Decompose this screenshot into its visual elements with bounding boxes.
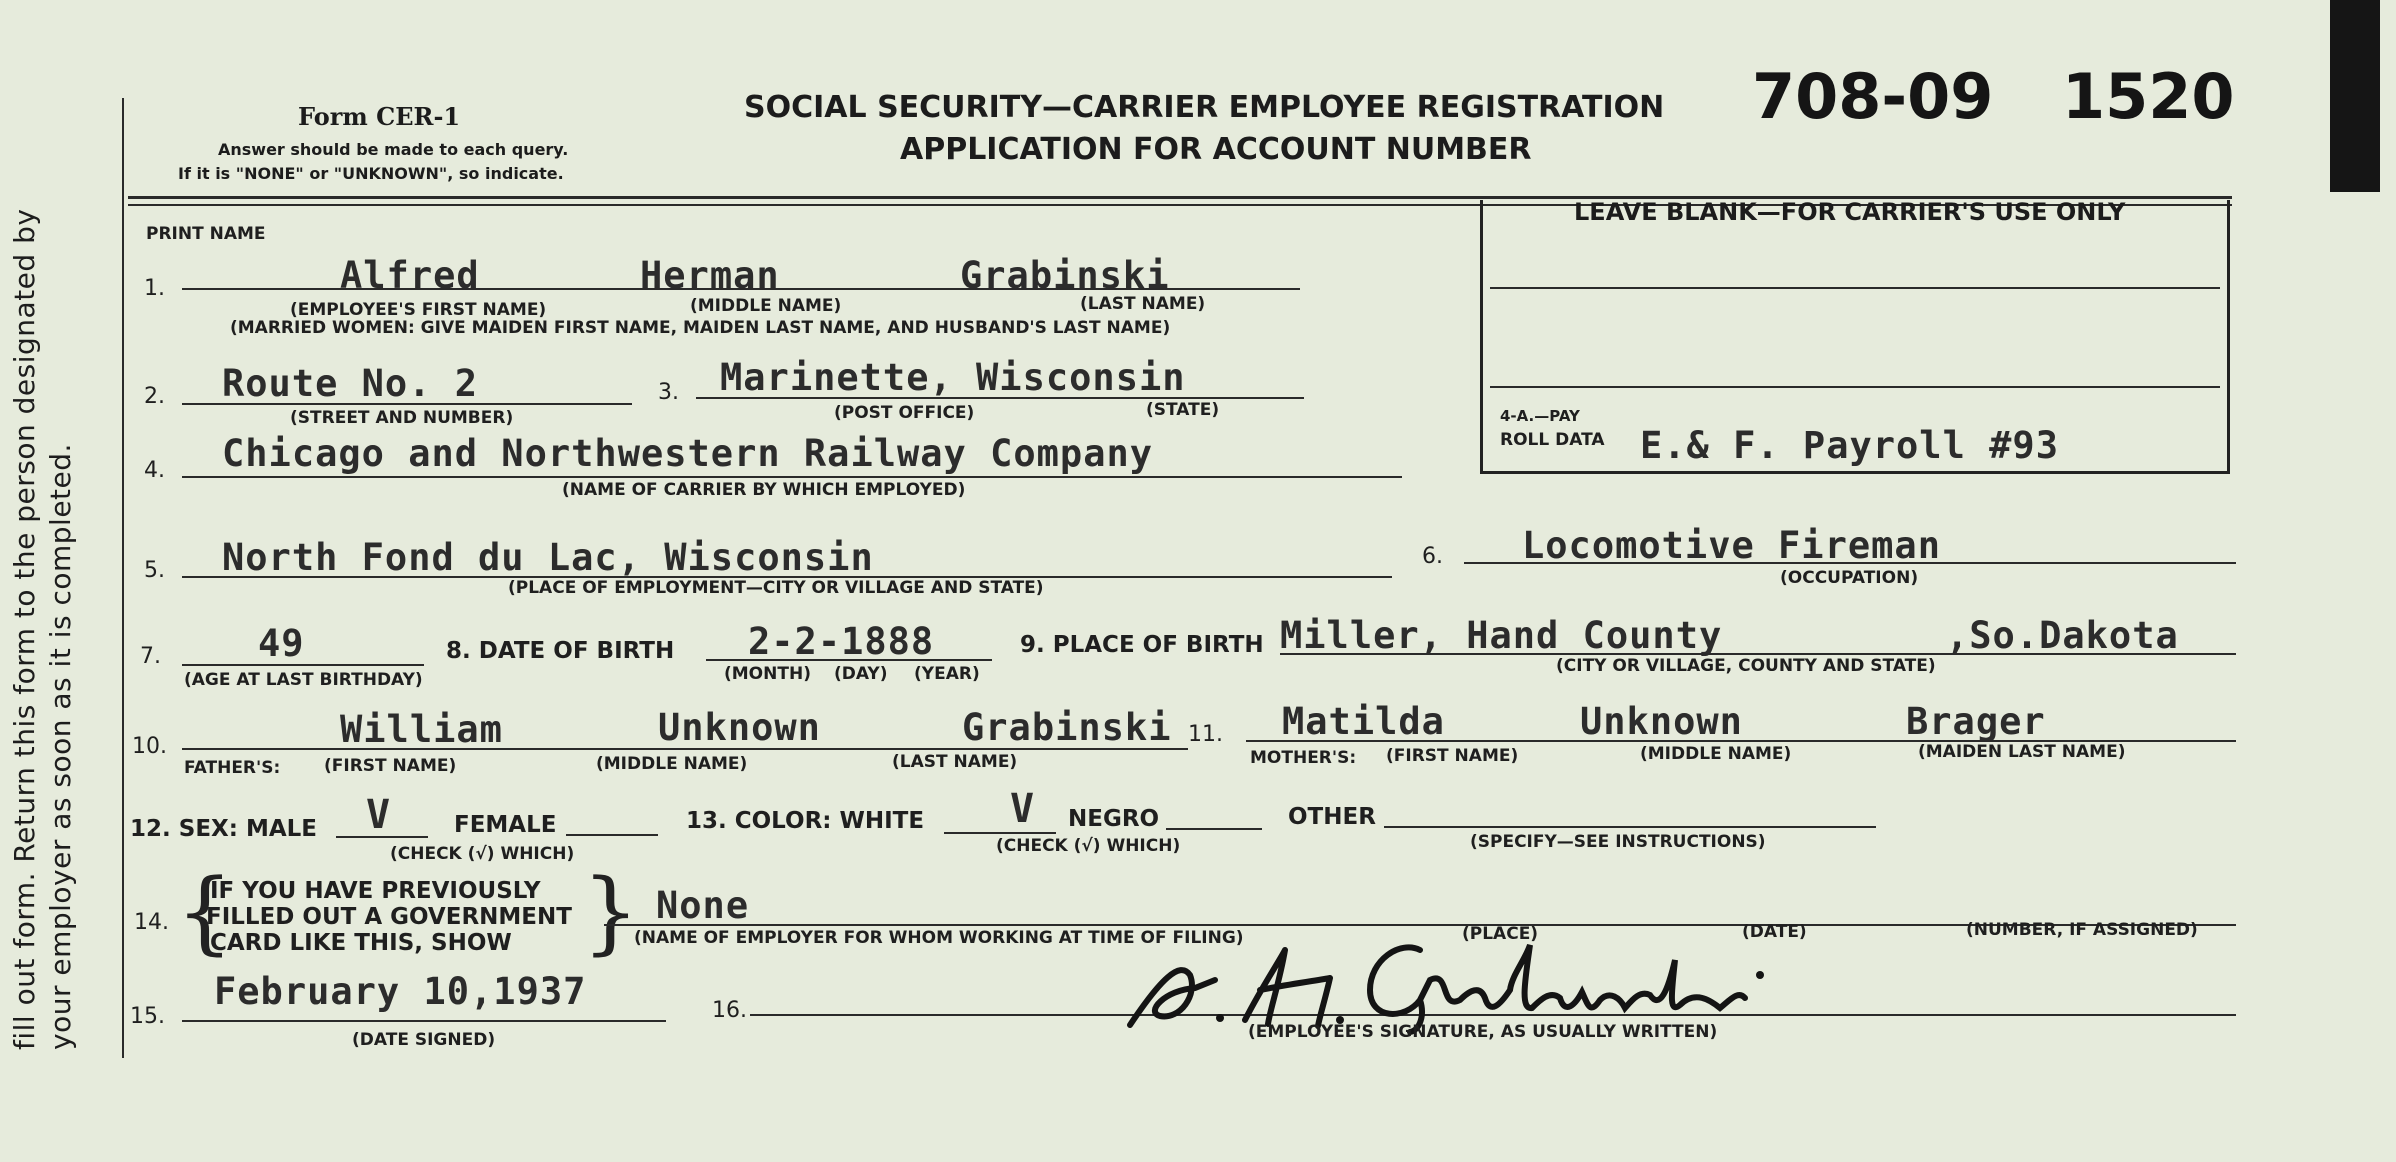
q15-cap: (DATE SIGNED) xyxy=(352,1030,496,1050)
carrier-box-title: LEAVE BLANK—FOR CARRIER'S USE ONLY xyxy=(1574,198,2126,226)
form-title-line2: APPLICATION FOR ACCOUNT NUMBER xyxy=(900,132,1532,167)
q7-number: 7. xyxy=(140,644,161,669)
q13-other-line xyxy=(1384,826,1876,828)
place-of-birth-value: Miller, Hand County xyxy=(1280,614,1723,657)
q11-prefix: MOTHER'S: xyxy=(1250,748,1357,768)
q16-number: 16. xyxy=(712,998,747,1023)
margin-instructions xyxy=(0,0,90,1162)
black-tape-strip xyxy=(2330,0,2380,192)
q12-female-line xyxy=(566,834,658,836)
margin-instruction-line2: your employer as soon as it is completed. xyxy=(44,443,77,1050)
q11-number: 11. xyxy=(1188,722,1223,747)
q14-line3: CARD LIKE THIS, SHOW xyxy=(210,930,512,956)
q13-negro-line xyxy=(1166,828,1262,830)
q3-number: 3. xyxy=(658,380,679,405)
q11-cap-last: (MAIDEN LAST NAME) xyxy=(1918,742,2126,762)
account-number-part2: 1520 xyxy=(2062,60,2235,133)
q10-line xyxy=(182,748,1188,750)
q14-cap-place: (PLACE) xyxy=(1462,924,1539,944)
q9-line xyxy=(1280,653,2236,655)
mother-first-name: Matilda xyxy=(1282,700,1445,743)
employee-middle-name: Herman xyxy=(640,254,780,297)
q11-cap-middle: (MIDDLE NAME) xyxy=(1640,744,1792,764)
previous-employer-value: None xyxy=(656,884,750,927)
q3-cap-state: (STATE) xyxy=(1146,400,1220,420)
color-white-check: V xyxy=(1010,786,1036,832)
q14-line2: FILLED OUT A GOVERNMENT xyxy=(206,904,572,930)
q14-right-brace: } xyxy=(582,860,640,965)
q2-number: 2. xyxy=(144,384,165,409)
q13-white-line xyxy=(944,832,1056,834)
q5-number: 5. xyxy=(144,558,165,583)
form-id: Form CER-1 xyxy=(298,102,461,131)
q10-cap-last: (LAST NAME) xyxy=(892,752,1018,772)
q4-cap: (NAME OF CARRIER BY WHICH EMPLOYED) xyxy=(562,480,966,500)
carrier-name-value: Chicago and Northwestern Railway Company xyxy=(222,432,1154,475)
form-title-line1: SOCIAL SECURITY—CARRIER EMPLOYEE REGISTRATION xyxy=(744,90,1665,125)
q1-number: 1. xyxy=(144,276,165,301)
q1-married-note: (MARRIED WOMEN: GIVE MAIDEN FIRST NAME, MAIDEN LAST NAME, AND HUSBAND'S LAST NAME) xyxy=(230,318,1171,338)
q10-cap-first: (FIRST NAME) xyxy=(324,756,457,776)
q12-label: 12. SEX: MALE xyxy=(130,816,318,842)
q14-number: 14. xyxy=(134,910,169,935)
street-value: Route No. 2 xyxy=(222,362,479,405)
q2-cap: (STREET AND NUMBER) xyxy=(290,408,514,428)
q12-female-label: FEMALE xyxy=(454,812,557,838)
q4-line xyxy=(182,476,1402,478)
date-signed-value: February 10,1937 xyxy=(214,970,587,1013)
q3-cap-po: (POST OFFICE) xyxy=(834,403,975,423)
q13-label: 13. COLOR: WHITE xyxy=(686,808,925,834)
place-of-employment-value: North Fond du Lac, Wisconsin xyxy=(222,536,874,579)
q13-other-label: OTHER xyxy=(1288,804,1376,830)
q8-cap-day: (DAY) xyxy=(834,664,888,684)
employee-last-name: Grabinski xyxy=(960,254,1170,297)
q3-line xyxy=(696,397,1304,399)
q1-cap-middle: (MIDDLE NAME) xyxy=(690,296,842,316)
margin-instruction-line1: fill out form. Return this form to the person designated by xyxy=(8,208,41,1050)
q8-line xyxy=(706,659,992,661)
q13-negro-label: NEGRO xyxy=(1068,806,1160,832)
carrier-box-line2 xyxy=(1490,386,2220,388)
header-note-2: If it is "NONE" or "UNKNOWN", so indicate. xyxy=(178,164,564,183)
q9-label: 9. PLACE OF BIRTH xyxy=(1020,632,1264,658)
occupation-value: Locomotive Fireman xyxy=(1522,524,1941,567)
header-note-1: Answer should be made to each query. xyxy=(218,140,569,159)
roll-data-label: ROLL DATA xyxy=(1500,430,1605,450)
q14-cap-number: (NUMBER, IF ASSIGNED) xyxy=(1966,920,2198,940)
q6-number: 6. xyxy=(1422,544,1443,569)
q13-cap-specify: (SPECIFY—SEE INSTRUCTIONS) xyxy=(1470,832,1766,852)
q7-line xyxy=(182,664,424,666)
place-of-birth-state: ,So.Dakota xyxy=(1946,614,2179,657)
q14-cap-date: (DATE) xyxy=(1742,922,1807,942)
q10-number: 10. xyxy=(132,734,167,759)
date-of-birth-value: 2-2-1888 xyxy=(748,620,935,663)
q10-prefix: FATHER'S: xyxy=(184,758,281,778)
q8-cap-year: (YEAR) xyxy=(914,664,980,684)
q15-line xyxy=(182,1020,666,1022)
father-last-name: Grabinski xyxy=(962,706,1172,749)
pay-label: 4-A.—PAY xyxy=(1500,407,1580,425)
left-border xyxy=(122,98,124,1058)
q10-cap-middle: (MIDDLE NAME) xyxy=(596,754,748,774)
carrier-box-line1 xyxy=(1490,287,2220,289)
mother-last-name: Brager xyxy=(1906,700,2046,743)
print-name-label: PRINT NAME xyxy=(146,224,266,244)
q12-cap: (CHECK (√) WHICH) xyxy=(390,844,575,864)
q1-cap-last: (LAST NAME) xyxy=(1080,294,1206,314)
q9-cap: (CITY OR VILLAGE, COUNTY AND STATE) xyxy=(1556,656,1936,676)
q14-cap-employer: (NAME OF EMPLOYER FOR WHOM WORKING AT TIME OF FILING) xyxy=(634,928,1244,948)
post-office-value: Marinette, Wisconsin xyxy=(720,356,1186,399)
q11-cap-first: (FIRST NAME) xyxy=(1386,746,1519,766)
q6-cap: (OCCUPATION) xyxy=(1780,568,1919,588)
q2-line xyxy=(182,403,632,405)
q5-cap: (PLACE OF EMPLOYMENT—CITY OR VILLAGE AND STATE) xyxy=(508,578,1044,598)
sex-male-check: V xyxy=(366,792,392,838)
q15-number: 15. xyxy=(130,1004,165,1029)
mother-middle-name: Unknown xyxy=(1580,700,1743,743)
q13-cap: (CHECK (√) WHICH) xyxy=(996,836,1181,856)
employee-first-name: Alfred xyxy=(340,254,480,297)
father-middle-name: Unknown xyxy=(658,706,821,749)
age-value: 49 xyxy=(258,622,305,665)
father-first-name: William xyxy=(340,708,503,751)
q6-line xyxy=(1464,562,2236,564)
account-number-part1: 708-09 xyxy=(1752,60,1994,133)
q16-cap: (EMPLOYEE'S SIGNATURE, AS USUALLY WRITTEN) xyxy=(1248,1022,1718,1042)
q8-cap-month: (MONTH) xyxy=(724,664,811,684)
q7-cap: (AGE AT LAST BIRTHDAY) xyxy=(184,670,423,690)
q4-number: 4. xyxy=(144,458,165,483)
q14-line1: IF YOU HAVE PREVIOUSLY xyxy=(210,878,541,904)
q14-left-brace: { xyxy=(176,860,234,965)
q8-label: 8. DATE OF BIRTH xyxy=(446,638,675,664)
roll-data-value: E.& F. Payroll #93 xyxy=(1640,424,2059,467)
q1-line xyxy=(182,288,1300,290)
q1-cap-first: (EMPLOYEE'S FIRST NAME) xyxy=(290,300,547,320)
